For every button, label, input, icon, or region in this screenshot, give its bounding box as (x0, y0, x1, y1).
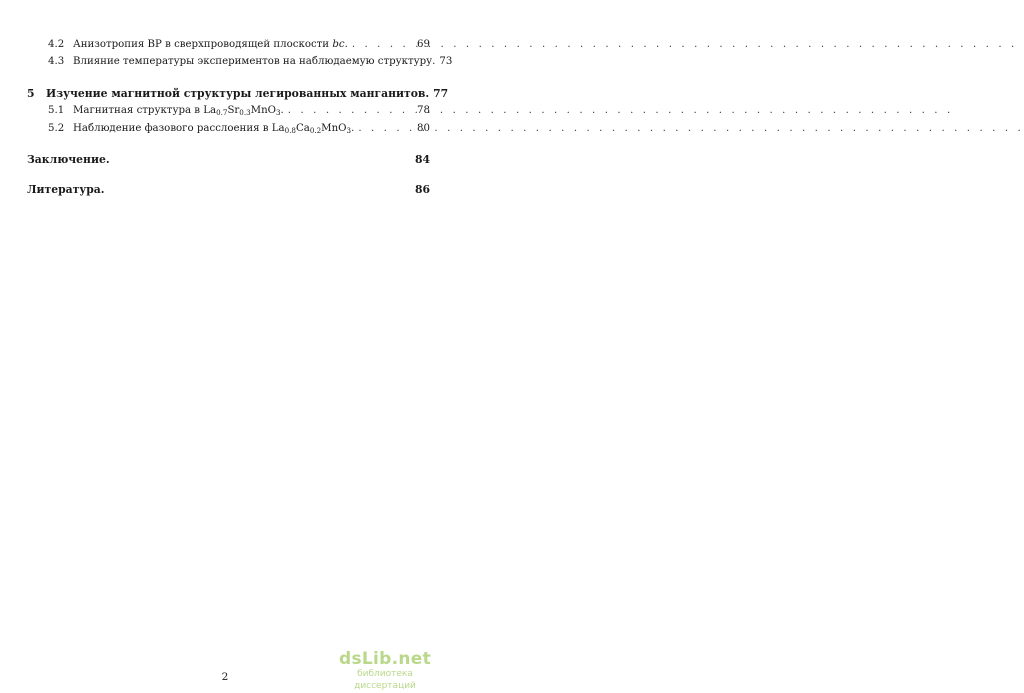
dot-leader (348, 39, 413, 50)
toc-entry-4-3[interactable] (48, 56, 453, 67)
toc-entry-page: 69 (417, 39, 430, 50)
toc-entry-title: Магнитная структура в $La_{0.7}Sr_{0.3}MnO_3$. (73, 105, 284, 117)
toc-entry-page: 77 (433, 87, 449, 100)
toc-references[interactable] (27, 183, 430, 196)
watermark-logo: dsLib.net (338, 649, 432, 669)
toc-entry-number: 5 (27, 87, 35, 100)
toc-entry-page: 80 (417, 123, 430, 134)
watermark (330, 650, 440, 692)
toc-chapter-5[interactable] (27, 87, 449, 100)
toc-entry-5-1[interactable] (48, 105, 430, 116)
toc-conclusion[interactable] (27, 153, 430, 166)
toc-entry-4-2[interactable] (48, 39, 430, 50)
toc-entry-page: 84 (414, 153, 430, 166)
chemical-formula: $La_{0.8}Ca_{0.2}MnO_3$. (271, 123, 355, 135)
toc-entry-number: 4.3 (48, 56, 65, 67)
toc-entry-page: 78 (417, 105, 430, 116)
watermark-subtitle: библиотека диссертаций (354, 669, 416, 691)
toc-entry-title: Литература. (27, 183, 105, 196)
chemical-formula: $La_{0.7}Sr_{0.3}MnO_3$. (203, 105, 284, 117)
toc-entry-page: 86 (414, 183, 430, 196)
toc-entry-number: 5.2 (48, 123, 65, 134)
toc-entry-title: Изучение магнитной структуры легированных манганитов. (46, 87, 430, 100)
toc-entry-title: Анизотропия ВР в сверхпроводящей плоскости bc. (73, 39, 348, 50)
toc-entry-title: Влияние температуры экспериментов на наблюдаемую структуру. (73, 56, 436, 67)
toc-entry-title: Заключение. (27, 153, 110, 166)
toc-entry-title: Наблюдение фазового расслоения в $La_{0.8}Ca_{0.2}MnO_3$. (73, 123, 355, 135)
dot-leader (354, 123, 413, 134)
toc-entry-5-2[interactable] (48, 123, 430, 134)
dot-leader (284, 105, 413, 116)
toc-entry-number: 5.1 (48, 105, 65, 116)
page-number: 2 (221, 671, 229, 683)
toc-entry-number: 4.2 (48, 39, 65, 50)
toc-entry-page: 73 (439, 56, 453, 67)
